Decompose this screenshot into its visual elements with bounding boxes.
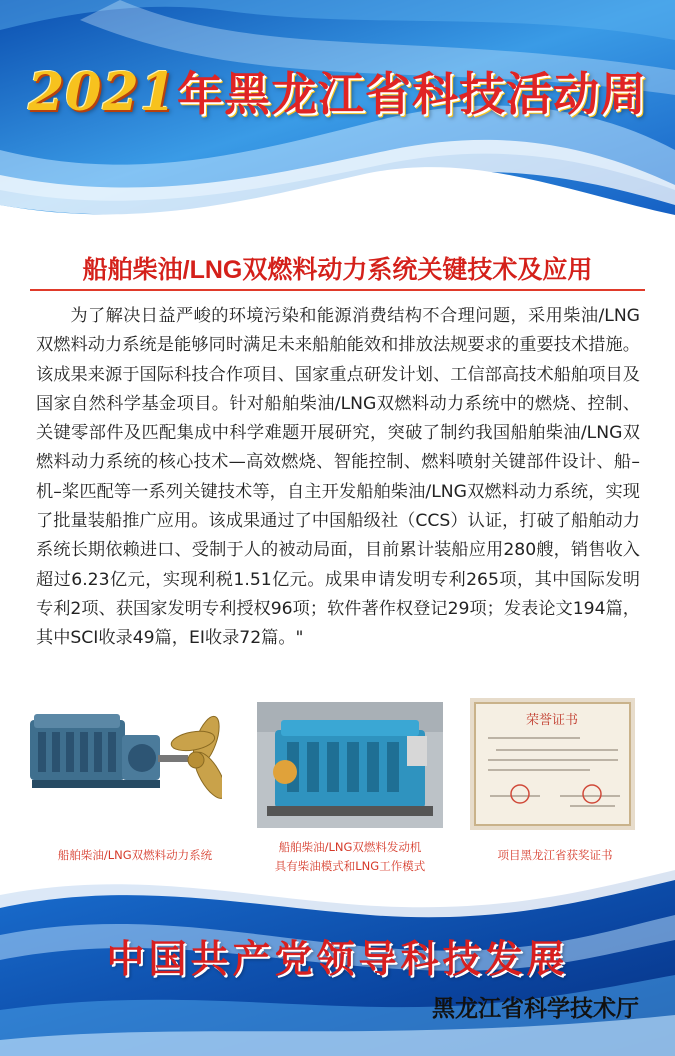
event-title <box>0 58 675 124</box>
caption-power-system: 船舶柴油/LNG双燃料动力系统 <box>57 848 213 862</box>
title-underline <box>30 289 645 291</box>
caption-engine-line2: 具有柴油模式和LNG工作模式 <box>274 859 426 873</box>
caption-certificate: 项目黑龙江省获奖证书 <box>497 848 613 862</box>
dual-fuel-engine-photo <box>257 702 443 828</box>
engine-propeller-photo <box>22 700 222 830</box>
award-certificate-photo <box>470 698 635 830</box>
footer-slogan: 中国共产党领导科技发展 <box>106 937 569 981</box>
certificate-heading: 荣誉证书 <box>525 713 579 728</box>
organization-name: 黑龙江省科学技术厅 <box>432 996 639 1022</box>
project-description: 为了解决日益严峻的环境污染和能源消费结构不合理问题，采用柴油/LNG双燃料动力系统是能够同时满足未来船舶能效和排放法规要求的重要技术措施。该成果来源于国际科技合作项目、国家重点研发计划、工信部高技术船舶项目及国家自然科学基金项目。针对船舶柴油/LNG双燃料动力系统中的燃烧、控制、关键零部件及匹配集成中科学难题开展研究，突破了制约我国船舶柴油/LNG双燃料动力系统的核心技术—高效燃烧、智能控制、燃料喷射关键部件设计、船–机–桨匹配等一系列关键技术等，自主开发船舶柴油/LNG双燃料动力系统，实现了批量装船推广应用。该成果通过了中国船级社（CCS）认证，打破了船舶动力系统长期依赖进口、受制于人的被动局面，目前累计装船应用280艘，销售收入超过6.23亿元，实现利税1.51亿元。成果申请发明专利265项，其中国际发明专利2项、获国家发明专利授权96项；软件著作权登记29项；发表论文194篇，其中SCI收录49篇，EI收录72篇。" <box>36 306 640 649</box>
caption-engine-line1: 船舶柴油/LNG双燃料发动机 <box>278 840 422 854</box>
event-name: 年黑龙江省科技活动周 <box>176 67 647 121</box>
event-year: 2021 <box>28 62 177 123</box>
caption-engine <box>248 838 452 876</box>
project-title: 船舶柴油/LNG双燃料动力系统关键技术及应用 <box>82 256 593 284</box>
